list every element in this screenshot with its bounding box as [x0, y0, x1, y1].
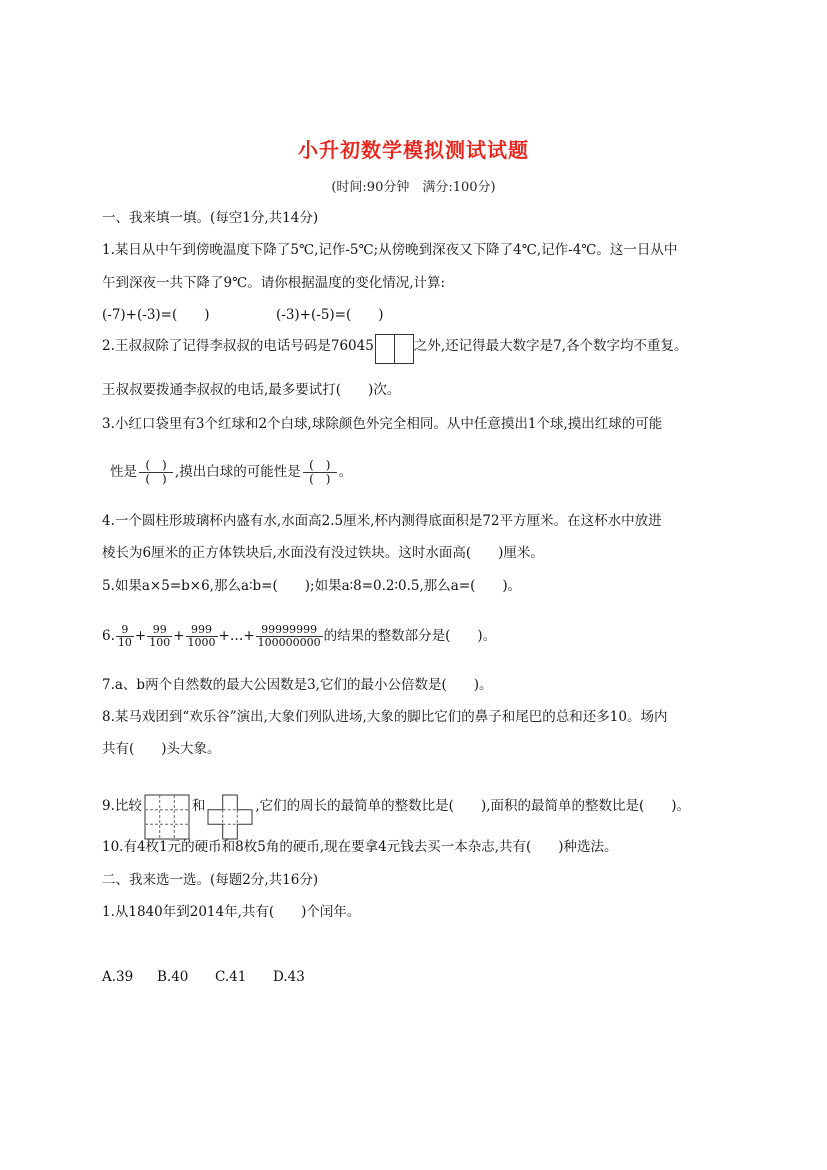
q2-line2: 王叔叔要拨通李叔叔的电话,最多要试打( )次。	[102, 382, 401, 398]
numerator: 99	[147, 624, 172, 637]
blank-denominator: ( )	[309, 472, 331, 486]
q7: 7.a、b两个自然数的最大公因数是3,它们的最小公倍数是( )。	[102, 677, 493, 693]
q5: 5.如果a×5=b×6,那么a∶b=( );如果a∶8=0.2∶0.5,那么a=( )。	[102, 578, 522, 594]
q9-middle: 和	[191, 798, 206, 814]
white-probability-blank	[303, 459, 337, 486]
q1-calc-b: (-3)+(-5)=( )	[276, 307, 384, 323]
exam-info: (时间:90分钟 满分:100分)	[331, 180, 496, 195]
s2-q1-option-d: D.43	[273, 969, 305, 985]
q3-text-c: 。	[338, 464, 353, 480]
s2-q1-option-a: A.39	[102, 969, 134, 985]
q3-text-b: ,摸出白球的可能性是	[175, 464, 301, 480]
missing-digit-boxes	[375, 332, 413, 362]
q3-line1: 3.小红口袋里有3个红球和2个白球,球除颜色外完全相同。从中任意摸出1个球,摸出红球的可能	[102, 416, 663, 432]
numerator: 999	[186, 624, 218, 637]
q3-text-a: 性是	[110, 464, 137, 480]
denominator: 10	[117, 636, 132, 649]
q2-line1	[102, 330, 688, 362]
red-probability-blank	[139, 459, 173, 486]
rectangle-grid-figure	[144, 794, 190, 840]
fraction	[256, 624, 323, 649]
q1-line2: 午到深夜一共下降了9℃。请你根据温度的变化情况,计算:	[102, 275, 446, 291]
blank-numerator: ( )	[303, 459, 337, 473]
q8-line1: 8.某马戏团到“欢乐谷”演出,大象们列队进场,大象的脚比它们的鼻子和尾巴的总和还多10。场内	[102, 709, 668, 725]
q6-prefix: 6.	[102, 628, 115, 644]
s2-q1: 1.从1840年到2014年,共有( )个闰年。	[102, 904, 361, 920]
q3-line2	[102, 452, 352, 492]
plus-sign: +	[173, 628, 185, 644]
q8-line2: 共有( )头大象。	[102, 741, 221, 757]
plus-sign: +	[134, 628, 147, 644]
denominator: 100000000	[257, 636, 321, 649]
ellipsis: +…+	[218, 628, 255, 644]
q2-text-before: 2.王叔叔除了记得李叔叔的电话号码是76045	[102, 338, 374, 354]
s2-q1-option-c: C.41	[215, 969, 247, 985]
digit-box	[375, 334, 395, 364]
q1-line1: 1.某日从中午到傍晚温度下降了5℃,记作-5℃;从傍晚到深夜又下降了4℃,记作-4℃。这一日从中	[102, 242, 678, 258]
q10: 10.有4枚1元的硬币和8枚5角的硬币,现在要拿4元钱去买一本杂志,共有( )种选法。	[102, 839, 618, 855]
q9	[102, 772, 690, 820]
q4-line1: 4.一个圆柱形玻璃杯内盛有水,水面高2.5厘米,杯内测得底面积是72平方厘米。在这杯水中放进	[102, 513, 662, 529]
section2-heading: 二、我来选一选。(每题2分,共16分)	[102, 872, 319, 888]
q2-text-after: 之外,还记得最大数字是7,各个数字均不重复。	[413, 338, 688, 354]
q6-suffix: 的结果的整数部分是( )。	[323, 628, 497, 644]
blank-numerator: ( )	[139, 459, 173, 473]
denominator: 100	[149, 636, 171, 649]
fraction	[147, 624, 172, 649]
page-title: 小升初数学模拟测试试题	[298, 138, 529, 162]
numerator: 99999999	[256, 624, 323, 637]
q4-line2: 棱长为6厘米的正方体铁块后,水面没有没过铁块。这时水面高( )厘米。	[102, 545, 544, 561]
q9-prefix: 9.比较	[102, 798, 142, 814]
digit-box	[394, 334, 414, 364]
section1-heading: 一、我来填一填。(每空1分,共14分)	[102, 210, 319, 226]
numerator: 9	[116, 624, 134, 637]
q6	[102, 616, 496, 656]
denominator: 1000	[187, 636, 216, 649]
s2-q1-option-b: B.40	[157, 969, 189, 985]
blank-denominator: ( )	[145, 472, 167, 486]
q1-calc-a: (-7)+(-3)=( )	[102, 307, 210, 323]
q9-suffix: ,它们的周长的最简单的整数比是( ),面积的最简单的整数比是( )。	[255, 798, 691, 814]
cross-figure	[207, 794, 253, 840]
fraction	[186, 624, 218, 649]
fraction	[116, 624, 134, 649]
